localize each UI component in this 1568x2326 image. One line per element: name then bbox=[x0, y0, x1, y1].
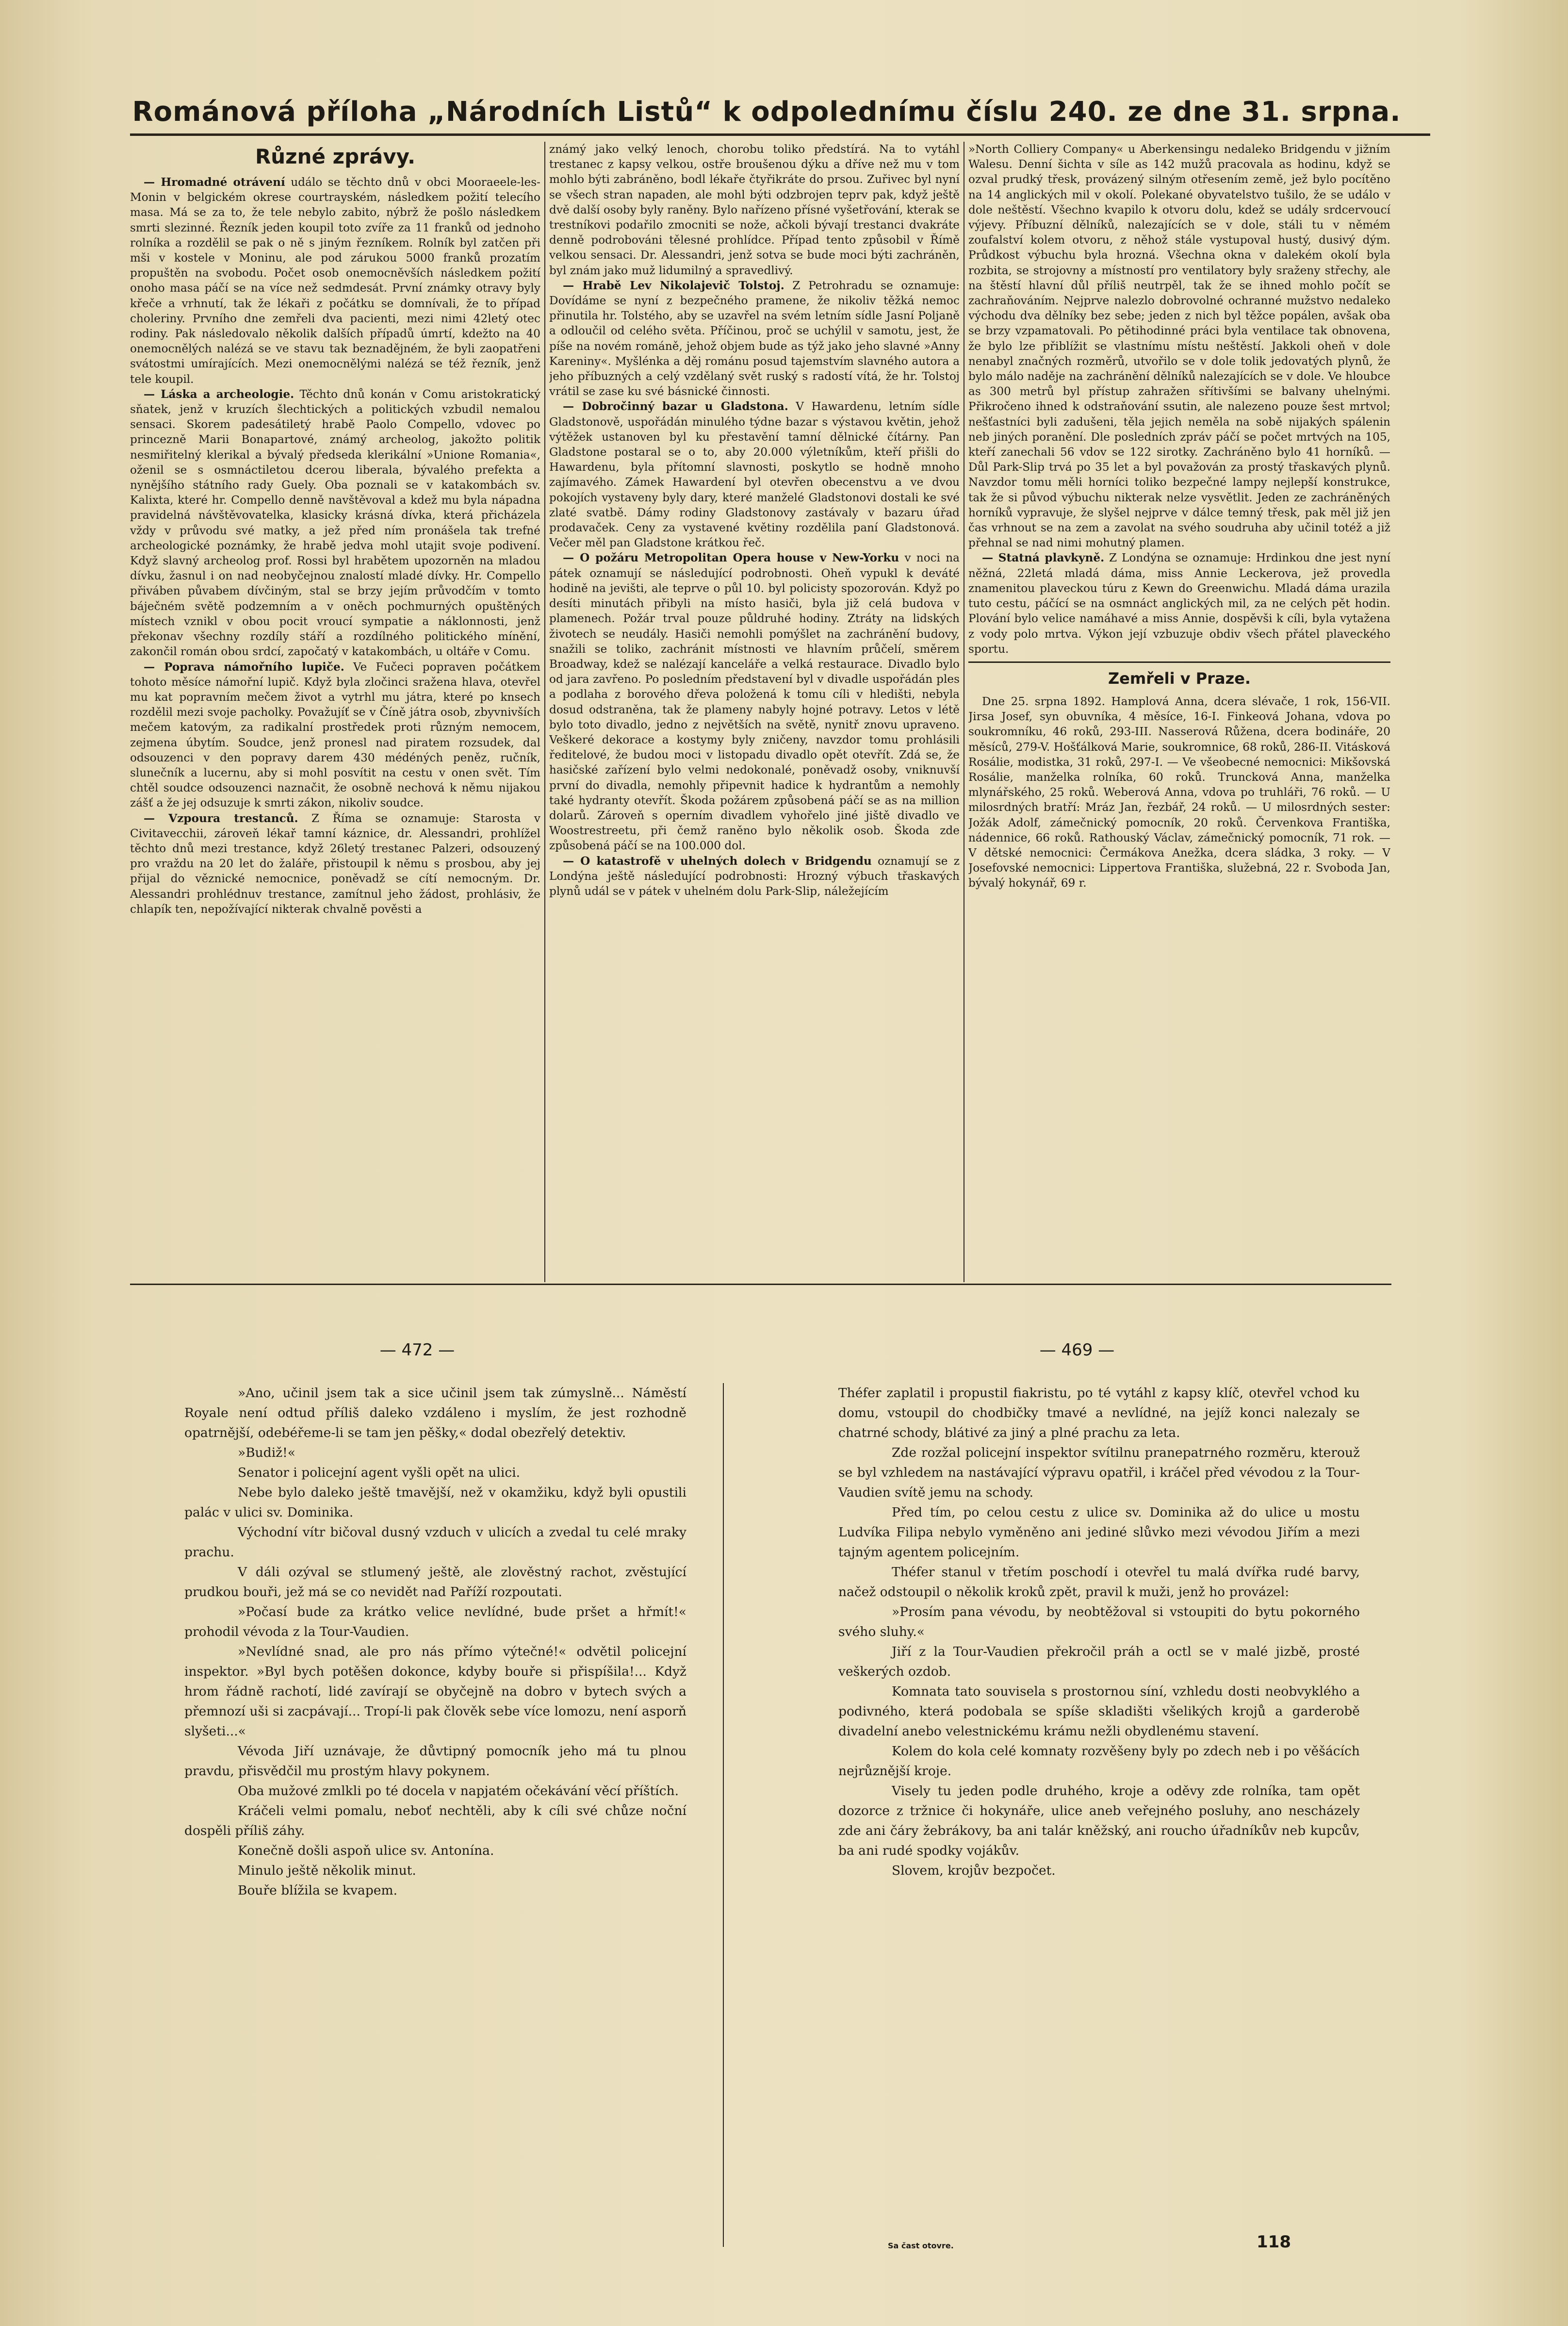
article-text: Z Londýna se oznamuje: Hrdinkou dne jest nyní něžná, 22letá mladá dáma, miss Annie Leckerova, jež provedla znamenitou plaveckou túru z Kewn do Greenwichu. Mladá dáma urazila tuto cestu, páčící se na osmnáct anglických mil, za ne celých pět hodin. Plování bylo velice namáhavé a miss Annie, dospěvši k cíli, byla vytažena z vody polo mrtva. Výkon její vzbuzuje obdiv všech přátel plaveckého sportu. bbox=[968, 551, 1390, 656]
deaths-rule-top bbox=[968, 661, 1390, 663]
novel-left-column bbox=[184, 1383, 686, 2257]
news-article bbox=[549, 142, 960, 278]
header-rule bbox=[130, 133, 1430, 136]
novel-paragraph: Théfer stanul v třetím poschodí i otevřel tu malá dvířka rudé barvy, načež odstoupil o několik kroků zpět, pravil k muži, jenž ho provázel: bbox=[838, 1565, 1360, 1600]
article-heading: — Láska a archeologie. bbox=[144, 387, 294, 401]
news-article bbox=[549, 399, 960, 550]
article-heading: — Dobročinný bazar u Gladstona. bbox=[563, 400, 788, 413]
novel-paragraph: Bouře blížila se kvapem. bbox=[238, 1883, 398, 1898]
novel-paragraph: Kolem do kola celé komnaty rozvěšeny byly po zdech neb i po věšácích nejrůznější kroje. bbox=[838, 1744, 1360, 1779]
novel-paragraph: Senator i policejní agent vyšli opět na ulici. bbox=[238, 1465, 521, 1480]
article-text: známý jako velký lenoch, chorobu toliko předstírá. Na to vytáhl trestanec z kapsy velkou, ostře broušenou dýku a dříve než mu v tom mohlo býti zabráněno, bodl lékaře čtyřikráte do prsou. Zuřivec byl nyní se všech stran napaden, ale mohl býti odzbrojen teprv pak, když ještě dvě další osoby byly raněny. Bylo nařízeno přísné vyšetřování, kterak se trestníkovi podařilo zmocniti se nože, ačkoli bývají trestanci dvakráte denně podrobováni tělesné prohlídce. Případ tento způsobil v Římě velkou sensaci. Dr. Alessandri, jenž sotva se bude moci býti zachráněn, byl znám jako muž lidumilný a spravedlivý. bbox=[549, 143, 960, 277]
novel-paragraph: Nebe bylo daleko ještě tmavější, než v okamžiku, když byli opustili palác v ulici sv. Dominika. bbox=[184, 1485, 686, 1520]
article-text: Ve Fučeci popraven počátkem tohoto měsíce námořní lupič. Když byla zločinci sražena hlava, otevřel mu kat popravním mečem život a vytrhl mu játra, které po knsech rozdělil mezi svoje pacholky. Považujíť se v Číně játra osob, zbyvnivších mečem katovým, za radikalní prostředek proti různým nemocem, zejmena úbytím. Soudce, jenž pronesl nad piratem rozsudek, dal odsouzenci v den popravy darem 430 médéných peněz, ručník, slunečník a lucernu, aby si mohl posvítit na cestu v onen svět. Tím chtěl soudce odsouzenci naznačit, že osobně nechová k němu nijakou zášť a že jej odsuzuje k smrti zákon, nikoliv soudce. bbox=[130, 660, 540, 810]
news-article bbox=[549, 550, 960, 853]
article-text: oznamují se z Londýna ještě následující podrobnosti: Hrozný výbuch třaskavých plynů udál se v pátek v uhelném dolu Park-Slip, náležejícím bbox=[549, 854, 960, 898]
section-title: Různé zprávy. bbox=[255, 145, 416, 168]
news-article bbox=[130, 175, 540, 387]
deaths-list: Dne 25. srpna 1892. Hamplová Anna, dcera slévače, 1 rok, 156-VII. Jirsa Josef, syn obuvníka, 4 měsíce, 16-I. Finkeová Johana, vdova po soukromníku, 46 roků, 293-III. Nasserová Růžena, dcera bodináře, 20 měsíců, 279-V. Hošťálková Marie, soukromnice, 68 roků, 286-II. Vitásková Rosálie, modistka, 31 roků, 297-I. — Ve všeobecné nemocnici: Mikšovská Rosálie, manželka rolníka, 60 roků. Truncková Anna, manželka mlynářského, 25 roků. Weberová Anna, vdova po truhláři, 76 roků. — U milosrdných bratří: Mráz Jan, řezbář, 24 roků. — U milosrdných sester: Jožák Adolf, zámečnický pomocník, 20 roků. Červenkova Františka, nádennice, 66 roků. Rathouský Václav, zámečnický pomocník, 71 rok. — V dětské nemocnici: Čermákova Anežka, dcera sládka, 3 roky. — V Josefovské nemocnici: Lippertova Františka, služebná, 22 r. Svoboda Jan, bývalý hokynář, 69 r. bbox=[968, 694, 1390, 890]
article-text: Těchto dnů konán v Comu aristokratický sňatek, jenž v kruzích šlechtických a politických vzbudil nemalou sensaci. Skorem padesátiletý hrabě Paolo Compello, vdovec po princezně Marii Bonapartové, známý archeolog, jakožto politik nesmiřitelný klerikal a bývalý předseda klerikální »Unione Romania«, oženil se s osmnáctiletou dcerou liberala, bývalého prefekta a nynějšího státního rady Guely. Oba poznali se v katakombách sv. Kalixta, které hr. Compello denně navštěvoval a kdež mu byla nápadna pravidelná návštěvovatelka, klasicky krásná dívka, která přicházela vždy v průvodu své matky, a jež před ním pronášela tak trefné archeologické poznámky, že hrabě jedva mohl utajit svoje podivení. Když slavný archeolog prof. Rossi byl hrabětem upozorněn na mladou dívku, žasnul i on nad neobyčejnou znalostí mladé dívky. Hr. Compello přiváben půvabem dívčiným, stal se brzy jejím průvodčím v tomto báječném světě podzemním a v oněch pochmurných opuštěných místech vznikl v obou pocit vroucí sympatie a náklonnosti, jenž překonav všechny rozdíly stáří a rozdílného politického mínění, zakončil román obou srdcí, započatý v katakombách, u oltáře v Comu. bbox=[130, 387, 540, 659]
news-column-2 bbox=[549, 142, 960, 1277]
column-2-articles bbox=[549, 142, 960, 899]
article-heading: — Hrabě Lev Nikolajevič Tolstoj. bbox=[563, 279, 784, 292]
news-column-1 bbox=[130, 142, 540, 1277]
article-heading: — O katastrofě v uhelných dolech v Bridgendu bbox=[563, 854, 872, 868]
deaths-title: Zemřeli v Praze. bbox=[1108, 669, 1251, 688]
article-heading: — O požáru Metropolitan Opera house v New-Yorku bbox=[563, 551, 899, 565]
novel-paragraph: Vévoda Jiří uznávaje, že důvtipný pomocník jeho má tu plnou pravdu, přisvědčil mu prostým hlavy pokynem. bbox=[184, 1744, 686, 1779]
novel-paragraph: »Ano, učinil jsem tak a sice učinil jsem tak zúmyslně... Náměstí Royale není odtud příliš daleko vzdáleno i myslím, že jest rozhodně opatrnější, odebéřeme-li se tam jen pěšky,« dodal obezřelý detektiv. bbox=[184, 1386, 686, 1440]
novel-paragraph: V dáli ozýval se stlumený ještě, ale zlověstný rachot, zvěstující prudkou bouři, jež má se co nevidět nad Paříží rozpoutati. bbox=[184, 1565, 686, 1600]
news-article bbox=[130, 387, 540, 660]
novel-paragraph: »Prosím pana vévodu, by neobtěžoval si vstoupiti do bytu pokorného svého sluhy.« bbox=[838, 1604, 1360, 1639]
news-article bbox=[549, 854, 960, 899]
news-article bbox=[549, 278, 960, 399]
novel-paragraph: Jiří z la Tour-Vaudien překročil práh a octl se v malé jizbě, prosté veškerých ozdob. bbox=[838, 1644, 1360, 1679]
right-page-number: — 469 — bbox=[1039, 1340, 1115, 1360]
novel-paragraph: »Nevlídné snad, ale pro nás přímo výtečné!« odvětil policejní inspektor. »Byl bych potěšen dokonce, kdyby bouře si přispíšila!... Když hrom řádně rachotí, lidé zavírají se obyčejně na dobro v bytech svých a přemnozí uši si zacpávají... Tropí-li pak člověk sebe více lomozu, není asporň slyšeti...« bbox=[184, 1644, 686, 1739]
news-column-3 bbox=[968, 142, 1390, 1277]
article-heading: — Statná plavkyně. bbox=[982, 551, 1105, 565]
folio-number: 118 bbox=[1257, 2232, 1291, 2252]
novel-paragraph: Zde rozžal policejní inspektor svítilnu pranepatrného rozměru, kterouž se byl vzhledem na nastávající výpravu opatřil, i kráčel před vévodou z la Tour-Vaudien svítě jemu na schody. bbox=[838, 1445, 1360, 1500]
article-text: V Hawardenu, letním sídle Gladstonově, uspořádán minulého týdne bazar s výstavou květin, jehož výtěžek ustanoven byl ku přestavění tamní dělnické čítárny. Pan Gladstone postaral se o to, aby 20.000 výletníkům, kteří přišli do Hawardenu, byla přítomní slavnosti, poskytlo se hodně mnoho zajímavého. Zámek Hawardení byl otevřen obecenstvu a ve dvou pokojích vystaveny byly dary, které manželé Gladstonovi dostali ke své zlaté svatbě. Dámy rodiny Gladstonovy zastávaly v bazaru úřad prodavaček. Ceny za vystavené květiny rozdělila paní Gladstonová. Večer měl pan Gladstone krátkou řeč. bbox=[549, 400, 960, 550]
article-heading: — Vzpoura trestanců. bbox=[144, 811, 298, 825]
news-bottom-rule bbox=[130, 1284, 1391, 1285]
novel-paragraph: Minulo ještě několik minut. bbox=[238, 1863, 416, 1878]
article-text: událo se těchto dnů v obci Mooraeele-les-Monin v belgickém okrese courtrayském, následkem požití telecího masa. Má se za to, že tele nebylo zabito, nýbrž že pošlo následkem smrti slezinné. Řezník jeden koupil toto zvíře za 11 franků od jednoho rolníka a rozdělil se pak o ně s jiným řezníkem. Rolník byl zatčen při mši v kostele v Moninu, ale pod zárukou 5000 franků prozatím propuštěn na svobodu. Počet osob onemocněvších následkem požití onoho masa páčí se na více než sedmdesát. První známky otravy byly křeče a vrhnutí, tak že lékaři z počátku se domnívali, že to případ choleriny. Prvního dne zemřeli dva pacienti, mezi nimi 42letý otec rodiny. Pak následovalo několik dalších případů úmrtí, kdežto na 40 onemocnělých nalézá se ve stavu tak beznadějném, že byli zaopatřeni svátostmi umírajících. Mezi onemocnělými nalézá se též řezník, jenž tele koupil. bbox=[130, 176, 540, 386]
novel-paragraph: Konečně došli aspoň ulice sv. Antonína. bbox=[238, 1843, 494, 1858]
novel-paragraph: Visely tu jeden podle druhého, kroje a oděvy zde rolníka, tam opět dozorce z tržnice či hokynáře, ulice aneb veřejného posluhy, ano nescházely zde ani čáry žebrákovy, ba ani talár kněžský, ani roucho úřadníkův neb kupcův, ba ani rudé spodky vojákův. bbox=[838, 1783, 1360, 1858]
novel-paragraph: Komnata tato souvisela s prostornou síní, vzhledu dosti neobvyklého a podivného, která podobala se spíše skladišti všelikých krojů a garderobě divadelní anebo velestnickému krámu nežli obydlenému stavení. bbox=[838, 1684, 1360, 1739]
column-1-articles bbox=[130, 175, 540, 917]
page-header: Románová příloha „Národních Listů“ k odpolednímu číslu 240. ze dne 31. srpna. bbox=[132, 96, 1401, 128]
column-divider-1 bbox=[544, 142, 545, 1282]
news-article bbox=[968, 142, 1390, 550]
article-text: v noci na pátek oznamují se následující podrobnosti. Oheň vypukl k deváté hodině na jevišti, ale teprve o půl 10. byl policisty spozorován. Když po desíti minutách přibyli na místo hasiči, byla již celá budova v plamenech. Požár trval pouze půldruhé hodiny. Ztráty na lidských životech se neudály. Hasiči nemohli pomýšlet na zachránění budovy, snažili se toliko, zachránit místnosti ve hlavním průčelí, směrem Broadway, kdež se nalézají kanceláře a velká restaurace. Divadlo bylo od jara zavřeno. Po posledním představení byl v divadle uspořádán ples a podlaha z borového dřeva položená k tomu cíli v hledišti, nebyla dosud odstraněna, tak že plameny nabyly hojné potravy. Letos v létě bylo toto divadlo, jedno z největších na světě, nynitř znovu upraveno. Veškeré dekorace a kostymy byly zničeny, navzdor tomu prohlásili ředitelové, že budou moci v listopadu divadlo opět otevřít. Zdá se, že hasičské zařízení bylo velmi nedokonalé, poněvadž osoby, vniknuvší první do divadla, nemohly připevnit hadice k hydrantům a nemohly také hydranty otevřít. Škoda požárem způsobená páčí se as na million dolarů. Zároveň s operním divadlem vyhořelo jiné jiště divadlo ve Woostrestreetu, při čemž raněno bylo několik osob. Škoda zde způsobená páčí se na 100.000 dol. bbox=[549, 551, 960, 853]
left-page-number: — 472 — bbox=[379, 1340, 455, 1360]
novel-paragraph: Théfer zaplatil i propustil fiakristu, po té vytáhl z kapsy klíč, otevřel vchod ku domu, vstoupil do chodbičky tmavé a nevlídné, na jejíž konci nalezaly se chatrné schody, blátivé za jiný a plné prachu za leta. bbox=[838, 1386, 1360, 1440]
article-text: »North Colliery Company« u Aberkensingu nedaleko Bridgendu v jižním Walesu. Denní šichta v síle as 142 mužů pracovala as hodinu, když se ozval prudký třesk, provázený silným otřesením země, jež bylo pocítěno na 14 anglických mil v okolí. Polekané obyvatelstvo tušilo, že se událo v dole neštěstí. Všechno kvapilo k otvoru dolu, kdež se udály srdcervoucí výjevy. Příbuzní dělníků, nalezajících se v dole, stáli tu v němém zoufalství kolem otvoru, z něhož stále vystupoval hustý, dusivý dým. Průdkost výbuchu byla hrozná. Všechna okna v dalekém okolí byla rozbita, se strojovny a místností pro ventilatory byly sraženy střechy, ale na štěstí hlavní důl příliš neutrpěl, tak že se ihned mohlo počít se zachraňováním. Nejprve nalezlo dobrovolné ochranné mužstvo nedaleko východu dva dělníky bez sebe; jeden z nich byl těžce popálen, avšak oba se brzy vzpamatovali. Po pětihodinné práci byla ventilace tak obnovena, že bylo lze přiblížit se vlastnímu místu neštěstí. Jakkoli oheň v dole nenabyl značných rozměrů, utvořilo se v dole tolik jedovatých plynů, že bylo málo naděje na zachránění dělníků nalezajících se v dole. Ve hloubce as 300 metrů byl přístup zahražen sřítivšími se balvany uhelnými. Přikročeno ihned k odstraňování ssutin, ale nalezeno pouze šest mrtvol; nešťastníci byli zadušeni, těla jejich neměla na sobě nijakých spálenin neb jiných poranění. Dle posledních zpráv páčí se počet mrtvých na 105, kteří zanechali 56 vdov se 122 sirotky. Zachráněno bylo 41 horníků. — Důl Park-Slip trvá po 35 let a byl považován za prostý třaskavých plynů. Navzdor tomu měli horníci toliko bezpečné lampy nejlepší konstrukce, tak že si původ výbuchu nikterak nelze vysvětlit. Jeden ze zachráněných horníků vypravuje, že slyšel nejprve v dálce temný třesk, pak měl již jen čas vrhnout se na zem a zavolat na svého soudruha aby učinil totéž a již přehnal se nad nimi mohutný plamen. bbox=[968, 143, 1390, 550]
news-article bbox=[130, 811, 540, 917]
novel-paragraph: »Počasí bude za krátko velice nevlídné, bude pršet a hřmít!« prohodil vévoda z la Tour-Vaudien. bbox=[184, 1604, 686, 1639]
novel-paragraph: Kráčeli velmi pomalu, neboť nechtěli, aby k cíli své chůze noční dospěli příliš záhy. bbox=[184, 1803, 686, 1838]
novel-divider bbox=[723, 1383, 724, 2247]
news-article bbox=[130, 660, 540, 811]
column-3-articles bbox=[968, 142, 1390, 657]
news-article bbox=[968, 550, 1390, 656]
continuation-note: Sa čast otovre. bbox=[888, 2241, 954, 2250]
article-heading: — Poprava námořního lupiče. bbox=[144, 660, 344, 674]
article-heading: — Hromadné otrávení bbox=[144, 176, 285, 189]
article-text: Z Petrohradu se oznamuje: Dovídáme se nyní z bezpečného pramene, že nikoliv těžká nemoc přinutila hr. Tolstého, aby se uzavřel na svém letním sídle Jasní Poljaně a odloučil od celého světa. Příčinou, proč se uchýlil v samotu, jest, že píše na novém románě, jehož objem bude as týž jako jeho slavné »Anny Kareniny«. Myšlénka a děj románu posud tajemstvím slavného autora a jeho příbuzných a celý vzdělaný svět ruský s radostí vítá, že hr. Tolstoj vrátil se zase ku své básnické činnosti. bbox=[549, 279, 960, 398]
novel-paragraph: Oba mužové zmlkli po té docela v napjatém očekávání věcí příštích. bbox=[238, 1783, 679, 1798]
novel-paragraph: Slovem, krojův bezpočet. bbox=[892, 1863, 1056, 1878]
novel-right-column bbox=[838, 1383, 1360, 2247]
novel-paragraph: »Budiž!« bbox=[238, 1445, 296, 1460]
novel-paragraph: Před tím, po celou cestu z ulice sv. Dominika až do ulice u mostu Ludvíka Filipa nebylo vyměněno ani jediné slůvko mezi vévodou Jiřím a mezi tajným agentem policejním. bbox=[838, 1505, 1360, 1560]
novel-paragraph: Východní vítr bičoval dusný vzduch v ulicích a zvedal tu celé mraky prachu. bbox=[184, 1525, 686, 1560]
article-text: Z Říma se oznamuje: Starosta v Civitavecchii, zároveň lékař tamní káznice, dr. Alessandri, prohlížel těchto dnů mezi trestance, když 26letý trestanec Palzeri, odsouzený pro vraždu na 20 let do žaláře, přistoupil k němu s prosbou, aby jej přijal do věznické nemocnice, poněvadž se cítí nemocným. Dr. Alessandri prohlédnuv trestance, zamítnul jeho žádost, prohlásiv, že chlapík ten, nepožívající nikterak chvalně pověsti a bbox=[130, 811, 540, 916]
